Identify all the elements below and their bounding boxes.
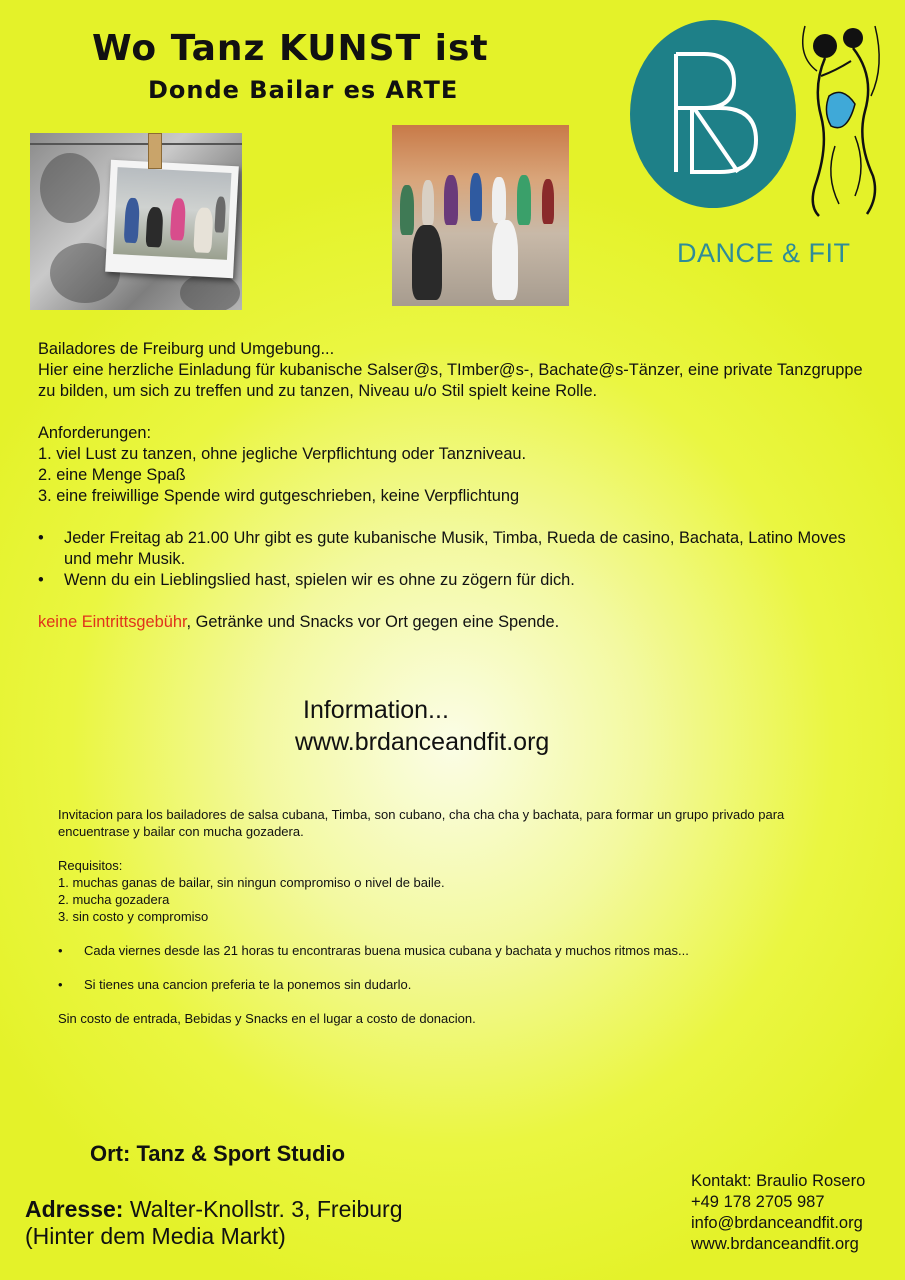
bullet-item xyxy=(58,942,858,959)
requirement-item: 2. eine Menge Spaß xyxy=(38,466,186,484)
contact-phone[interactable]: +49 178 2705 987 xyxy=(691,1193,825,1211)
bullet-icon: • xyxy=(58,977,63,992)
fee-rest: , Getränke und Snacks vor Ort gegen eine Spende. xyxy=(186,613,560,631)
bullet-icon: • xyxy=(38,529,44,547)
requirement-item: 3. eine freiwillige Spende wird gutgeschrieben, keine Verpflichtung xyxy=(38,487,520,505)
requirement-item: 3. sin costo y compromiso xyxy=(58,909,209,924)
bullet-item xyxy=(38,570,868,591)
fee-highlight: keine Eintrittsgebühr xyxy=(38,613,187,631)
photo-dance-hall xyxy=(392,125,569,306)
requirement-item: 2. mucha gozadera xyxy=(58,892,170,907)
bullet-text: Cada viernes desde las 21 horas tu encontraras buena musica cubana y bachata y muchos ritmos mas... xyxy=(84,943,689,958)
contact-block xyxy=(691,1171,865,1255)
requirements-heading: Anforderungen: xyxy=(38,424,151,442)
requirement-item: 1. muchas ganas de bailar, sin ningun compromiso o nivel de baile. xyxy=(58,875,445,890)
information-label: Information... xyxy=(303,696,449,724)
contact-name: Kontakt: Braulio Rosero xyxy=(691,1172,866,1190)
address-value: Walter-Knollstr. 3, Freiburg xyxy=(123,1196,403,1222)
address-note: (Hinter dem Media Markt) xyxy=(25,1223,286,1249)
location-title: Ort: Tanz & Sport Studio xyxy=(90,1141,346,1166)
bullet-text: Wenn du ein Lieblingslied hast, spielen wir es ohne zu zögern für dich. xyxy=(64,571,575,589)
address-label: Adresse: xyxy=(25,1196,124,1222)
dancers-silhouette-icon xyxy=(795,16,887,218)
bullet-item xyxy=(58,976,858,993)
bullet-icon: • xyxy=(38,571,44,589)
bullet-item xyxy=(38,528,868,570)
br-logo-icon xyxy=(664,48,764,178)
german-section xyxy=(38,339,868,633)
website-link[interactable]: www.brdanceandfit.org xyxy=(295,728,550,756)
contact-website[interactable]: www.brdanceandfit.org xyxy=(691,1235,859,1253)
contact-email[interactable]: info@brdanceandfit.org xyxy=(691,1214,863,1232)
closing-line: Sin costo de entrada, Bebidas y Snacks en el lugar a costo de donacion. xyxy=(58,1011,476,1026)
bullet-icon: • xyxy=(58,943,63,958)
requirement-item: 1. viel Lust zu tanzen, ohne jegliche Verpflichtung oder Tanzniveau. xyxy=(38,445,527,463)
logo-tagline: DANCE & FIT xyxy=(677,238,851,268)
requirements-heading: Requisitos: xyxy=(58,858,123,873)
bullet-text: Jeder Freitag ab 21.00 Uhr gibt es gute kubanische Musik, Timba, Rueda de casino, Bachata, Latino Moves und mehr Musik. xyxy=(64,529,846,568)
title-german: Wo Tanz KUNST ist xyxy=(92,28,489,69)
title-spanish: Donde Bailar es ARTE xyxy=(148,76,459,104)
intro-paragraph: Hier eine herzliche Einladung für kubanische Salser@s, TImber@s-, Bachate@s-Tänzer, eine private Tanzgruppe zu bilden, um sich zu treffen und zu tanzen, Niveau u/o Stil spielt keine Rolle. xyxy=(38,361,863,400)
photo-polaroid-dancers xyxy=(30,133,242,310)
spanish-section xyxy=(58,806,858,1027)
bullet-text: Si tienes una cancion preferia te la ponemos sin dudarlo. xyxy=(84,977,412,992)
address-block xyxy=(25,1196,403,1250)
intro-paragraph: Invitacion para los bailadores de salsa cubana, Timba, son cubano, cha cha cha y bachata, para formar un grupo privado para encuentrase y bailar con mucha gozadera. xyxy=(58,807,785,839)
intro-line: Bailadores de Freiburg und Umgebung... xyxy=(38,340,335,358)
fee-line xyxy=(38,612,868,633)
